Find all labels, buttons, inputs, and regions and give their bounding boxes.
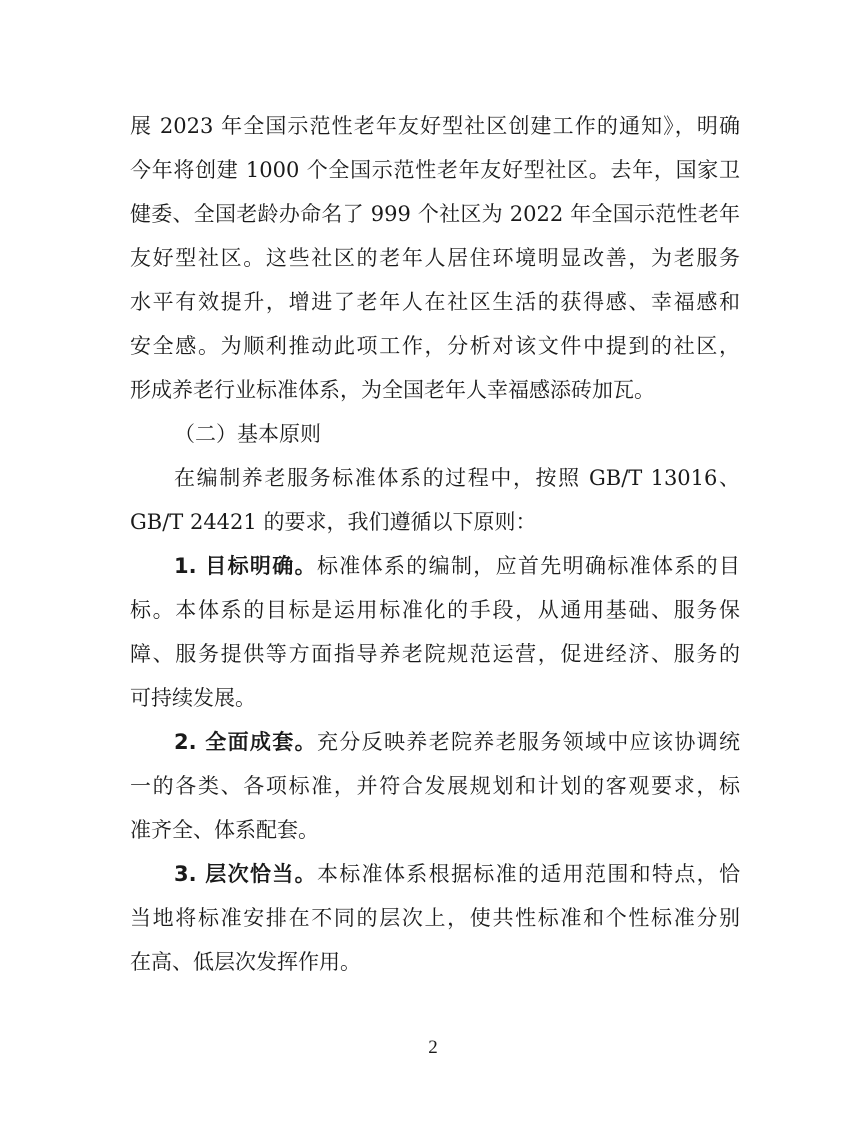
paragraph-line: 展 2023 年全国示范性老年友好型社区创建工作的通知》，明确 (130, 114, 740, 138)
principle-3-first-line (174, 859, 740, 889)
principle-text: 充分反映养老院养老服务领域中应该协调统 (316, 730, 741, 754)
principle-title: 3. 层次恰当。 (174, 862, 317, 886)
paragraph-line: 健委、全国老龄办命名了 999 个社区为 2022 年全国示范性老年 (130, 202, 740, 226)
paragraph-line: 当地将标准安排在不同的层次上，使共性标准和个性标准分别 (130, 906, 740, 930)
principle-1-first-line (174, 551, 740, 581)
paragraph-line: GB/T 24421 的要求，我们遵循以下原则： (130, 510, 537, 534)
paragraph-line: 安全感。为顺利推动此项工作，分析对该文件中提到的社区， (130, 334, 740, 358)
paragraph-line: 今年将创建 1000 个全国示范性老年友好型社区。去年，国家卫 (130, 158, 740, 182)
paragraph-line: 在编制养老服务标准体系的过程中，按照 GB/T 13016、 (174, 466, 740, 490)
principle-text: 本标准体系根据标准的适用范围和特点，恰 (316, 862, 741, 886)
principle-title: 2. 全面成套。 (174, 730, 317, 754)
paragraph-line: 准齐全、体系配套。 (130, 818, 319, 842)
principle-title: 1. 目标明确。 (174, 554, 317, 578)
paragraph-line: 水平有效提升，增进了老年人在社区生活的获得感、幸福感和 (130, 290, 740, 314)
paragraph-line: 一的各类、各项标准，并符合发展规划和计划的客观要求，标 (130, 774, 740, 798)
principle-text: 标准体系的编制，应首先明确标准体系的目 (316, 554, 741, 578)
paragraph-line: 标。本体系的目标是运用标准化的手段，从通用基础、服务保 (130, 598, 740, 622)
paragraph-line: 障、服务提供等方面指导养老院规范运营，促进经济、服务的 (130, 642, 740, 666)
paragraph-line: 形成养老行业标准体系，为全国老年人幸福感添砖加瓦。 (130, 378, 655, 402)
principle-2-first-line (174, 727, 740, 757)
paragraph-line: 友好型社区。这些社区的老年人居住环境明显改善，为老服务 (130, 246, 740, 270)
section-heading: （二）基本原则 (174, 422, 321, 446)
paragraph-line: 可持续发展。 (130, 686, 256, 710)
page-number: 2 (428, 1037, 438, 1058)
paragraph-line: 在高、低层次发挥作用。 (130, 950, 361, 974)
